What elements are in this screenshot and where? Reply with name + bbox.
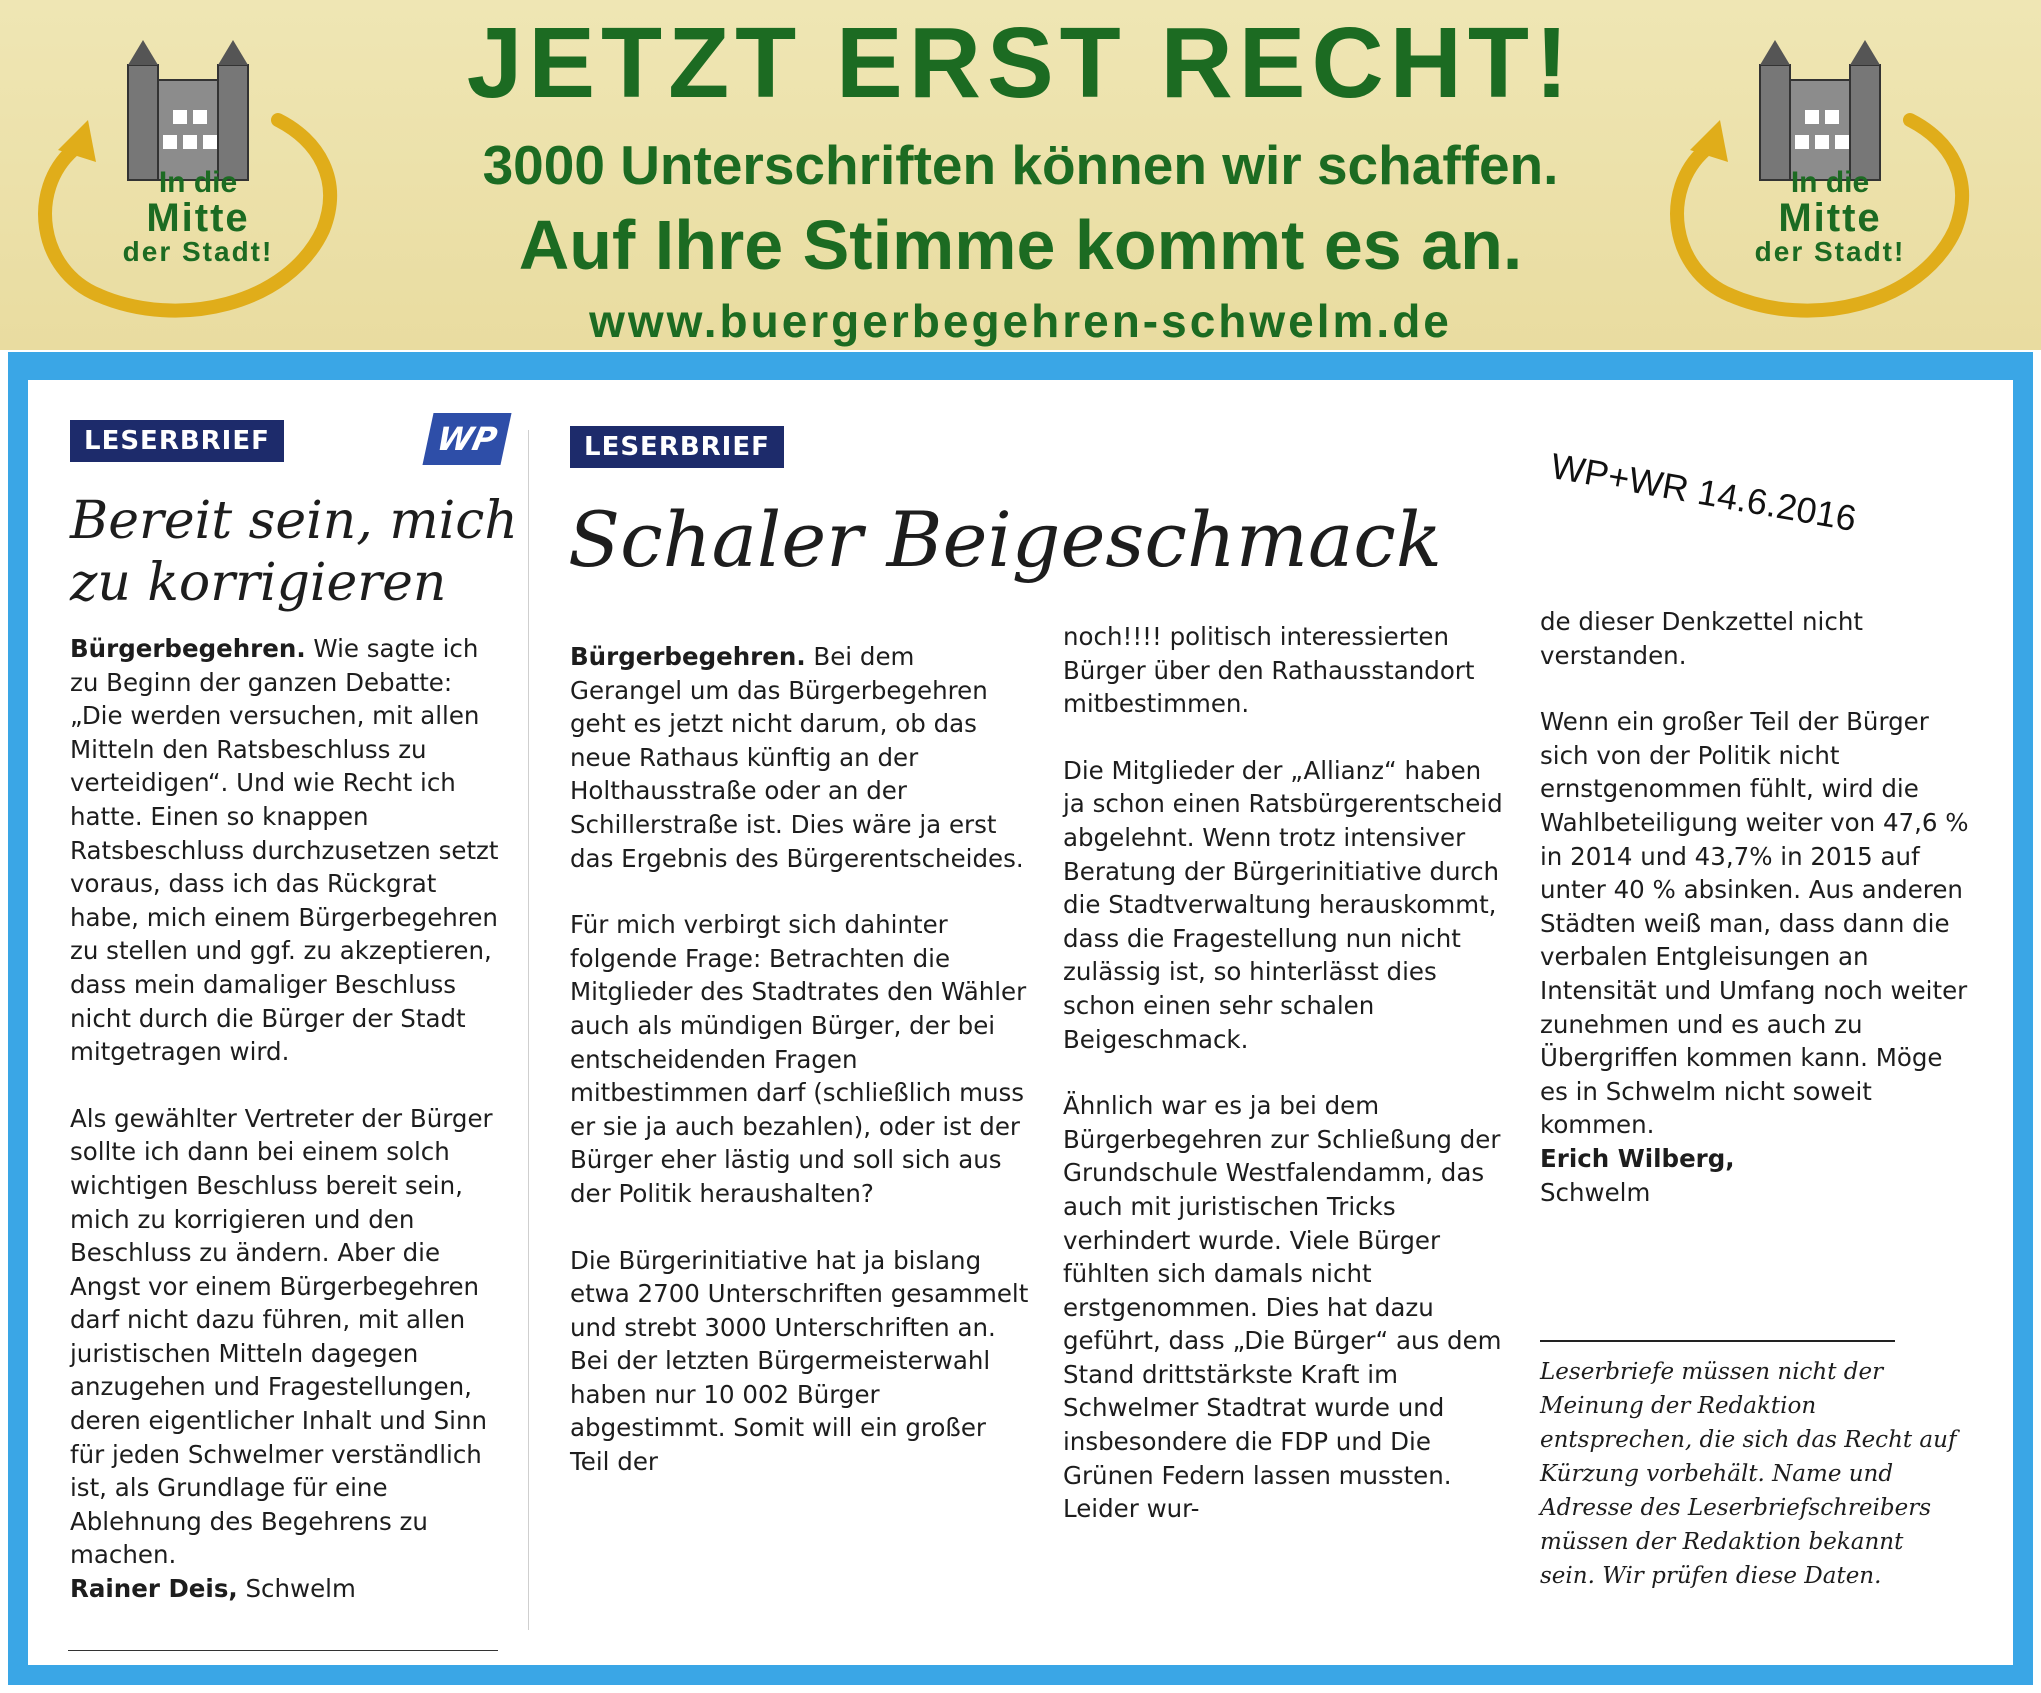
letter1-city: Schwelm: [237, 1574, 356, 1604]
letter1-p1: Wie sagte ich zu Beginn der ganzen Debatte: „Die werden versuchen, mit allen Mitteln den Ratsbeschluss zu verteidigen“. Und wie Recht ich hatte. Einen so knappen Ratsbeschluss durchzusetzen setzt voraus, dass ich das Rückgrat habe, mich einem Bürgerbegehren zu stellen und ggf. zu akzeptieren, dass mein damaliger Beschluss nicht durch die Bürger der Stadt mitgetragen wird.: [70, 634, 499, 1067]
letter2-paragraph-8: Wenn ein großer Teil der Bürger sich von der Politik nicht ernstgenommen fühlt, wird die Wahlbeteiligung weiter von 47,6 % in 2014 und 43,7% in 2015 auf unter 40 % absinken. Aus anderen Städten weiß man, dass dann die verbalen Entgleisungen an Intensität und Umfang noch weiter zunehmen und es auch zu Übergriffen kommen kann. Möge es in Schwelm nicht soweit kommen.: [1540, 707, 1969, 1140]
letter1-bottom-rule: [68, 1650, 498, 1651]
letter2-c1p1: Bei dem Gerangel um das Bürgerbegehren geht es jetzt nicht darum, ob das neue Rathaus künftig an der Holthausstraße oder an der Schillerstraße ist. Dies wäre ja erst das Ergebnis des Bürgerentscheides.: [570, 642, 1024, 873]
campaign-banner: [0, 0, 2041, 350]
editorial-disclaimer: Leserbriefe müssen nicht der Meinung der Redaktion entsprechen, die sich das Recht auf Kürzung vorbehält. Name und Adresse des Leserbriefschreibers müssen der Redaktion bekannt sein. Wir prüfen diese Daten.: [1540, 1359, 1957, 1589]
letter2-paragraph-5: Die Mitglieder der „Allianz“ haben ja schon einen Ratsbürgerentscheid abgelehnt. Wenn trotz intensiver Beratung der Bürgerinitiative durch die Stadtverwaltung herauskommt, dass die Fragestellung nun nicht zulässig ist, so hinterlässt dies schon einen sehr schalen Beigeschmack.: [1063, 755, 1503, 1054]
letter2-column-3: [1540, 605, 1970, 1209]
letter2-author: Erich Wilberg,: [1540, 1143, 1735, 1173]
letter2-paragraph-2: Für mich verbirgt sich dahinter folgende Frage: Betrachten die Mitglieder des Stadtrates den Wähler auch als mündigen Bürger, der bei entscheidenden Fragen mitbestimmen darf (schließlich muss er sie ja auch bezahlen), oder ist der Bürger eher lästig und soll sich aus der Politik heraushalten?: [570, 910, 1027, 1208]
disclaimer-rule: [1540, 1340, 1895, 1342]
letter1-lead: Bürgerbegehren.: [70, 634, 306, 663]
banner-headline: JETZT ERST RECHT!: [466, 7, 1575, 119]
column-divider: [528, 430, 529, 1630]
letter2-paragraph-4: noch!!!! politisch interessierten Bürger über den Rathausstandort mitbestimmen.: [1063, 622, 1475, 719]
logo-line3: der Stadt!: [1754, 236, 1906, 267]
logo-line2: Mitte: [1778, 196, 1882, 240]
letter2-lead: Bürgerbegehren.: [570, 642, 806, 671]
letter2-title: Schaler Beigeschmack: [568, 495, 1442, 584]
letter2-column-2: [1063, 620, 1508, 1559]
letter2-column-1: [570, 640, 1030, 1512]
logo-line1: In die: [158, 166, 238, 199]
letter1-title: Bereit sein, mich zu korrigieren: [70, 491, 518, 613]
letter2-badge: LESERBRIEF: [570, 426, 784, 468]
wp-logo: WP: [422, 413, 511, 465]
letter2-paragraph-3: Die Bürgerinitiative hat ja bislang etwa 2700 Unterschriften gesammelt und strebt 3000 Unterschriften an. Bei der letzten Bürgermeisterwahl haben nur 10 002 Bürger abgestimmt. Somit will ein großer Teil der: [570, 1245, 1029, 1477]
letter2-paragraph-1: [570, 640, 1030, 875]
letter2-city: Schwelm: [1540, 1177, 1651, 1207]
letter1-body: [70, 632, 500, 1606]
banner-subline-2: Auf Ihre Stimme kommt es an.: [518, 206, 1523, 284]
letter1-paragraph-1: [70, 632, 500, 1069]
letter2-paragraph-6: Ähnlich war es ja bei dem Bürgerbegehren zur Schließung der Grundschule Westfalendamm, das auch mit juristischen Tricks verhindert wurde. Viele Bürger fühlten sich damals nicht erstgenommen. Dies hat dazu geführt, dass „Die Bürger“ aus dem Stand drittstärkste Kraft im Schwelmer Stadtrat wurde und insbesondere die FDP und Die Grünen Federn lassen mussten. Leider wur-: [1063, 1091, 1502, 1524]
letter1-author: Rainer Deis,: [70, 1574, 238, 1604]
letter1-paragraph-2: Als gewählter Vertreter der Bürger sollte ich dann bei einem solch wichtigen Beschluss bereit sein, mich zu korrigieren und den Beschluss zu ändern. Aber die Angst vor einem Bürgerbegehren darf nicht dazu führen, mit allen juristischen Mitteln dagegen anzugehen und Fragestellungen, deren eigentlicher Inhalt und Sinn für jeden Schwelmer verständlich ist, als Grundlage für eine Ablehnung des Begehrens zu machen.: [70, 1103, 493, 1570]
letter1-signature: [70, 1572, 500, 1606]
logo-line1: In die: [1790, 166, 1870, 199]
date-stamp: WP+WR 14.6.2016: [1547, 445, 1860, 540]
letter1-badge: LESERBRIEF: [70, 420, 284, 462]
logo-line2: Mitte: [146, 196, 250, 240]
logo-line3: der Stadt!: [122, 236, 274, 267]
banner-subline-1: 3000 Unterschriften können wir schaffen.: [482, 134, 1559, 196]
letter2-paragraph-7: de dieser Denkzettel nicht verstanden.: [1540, 607, 1863, 670]
banner-url[interactable]: www.buergerbegehren-schwelm.de: [589, 295, 1452, 347]
